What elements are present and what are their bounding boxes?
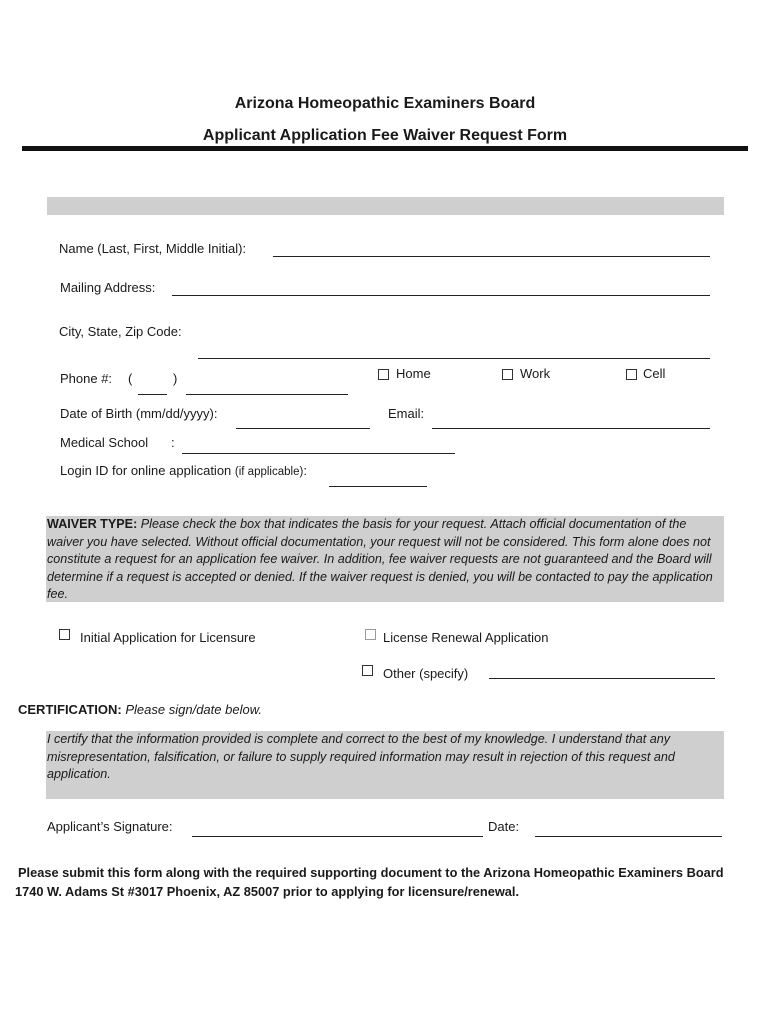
certification-statement: I certify that the information provided is complete and correct to the best of my knowledge. I understand that any misrepresentation, falsification, or failure to supply required information may result in rejection of this request and application. <box>47 732 675 781</box>
login-id-field[interactable] <box>329 486 427 487</box>
work-phone-checkbox[interactable] <box>502 369 513 380</box>
mailing-address-label: Mailing Address: <box>60 280 156 295</box>
certification-heading: CERTIFICATION: <box>18 702 122 717</box>
certification-heading-line <box>18 702 262 717</box>
dob-label: Date of Birth (mm/dd/yyyy): <box>60 406 218 421</box>
cell-phone-checkbox[interactable] <box>626 369 637 380</box>
phone-number-field[interactable] <box>186 394 348 395</box>
login-id-label <box>60 463 307 478</box>
email-label: Email: <box>388 406 425 421</box>
initial-application-label: Initial Application for Licensure <box>80 630 256 645</box>
header-divider <box>22 146 748 151</box>
email-field[interactable] <box>432 428 710 429</box>
date-label: Date: <box>488 819 520 834</box>
medical-school-colon: : <box>171 435 175 450</box>
phone-open-paren: ( <box>128 371 133 386</box>
login-id-colon: : <box>303 463 307 478</box>
waiver-type-instructions <box>47 516 723 604</box>
date-field[interactable] <box>535 836 722 837</box>
login-id-hint: (if applicable) <box>234 466 304 478</box>
board-title: Arizona Homeopathic Examiners Board <box>234 95 536 112</box>
other-label: Other (specify) <box>383 666 469 681</box>
signature-field[interactable] <box>192 836 483 837</box>
mailing-address-field[interactable] <box>172 295 710 296</box>
submission-note: Please submit this form along with the required supporting document to the Arizona Homeopathic Examiners Board 1740 W. Adams St #3017 Phoenix, AZ 85007 prior to applying for licensure/renewal. <box>15 865 724 899</box>
other-specify-field[interactable] <box>489 678 715 679</box>
name-field[interactable] <box>273 256 710 257</box>
login-id-label-text: Login ID for online application <box>60 463 232 478</box>
waiver-type-text: Please check the box that indicates the basis for your request. Attach official documentation of the waiver you have selected. Without official documentation, your request will not be considered. This form alone does not constitute a request for an application fee waiver. In addition, fee waiver requests are not guaranteed and the Board will determine if a request is accepted or denied. If the waiver request is denied, you will be contacted to pay the application fee. <box>47 517 713 601</box>
other-checkbox[interactable] <box>362 665 373 676</box>
medical-school-field[interactable] <box>182 453 455 454</box>
license-renewal-label: License Renewal Application <box>383 630 549 645</box>
license-renewal-checkbox[interactable] <box>365 629 376 640</box>
name-label: Name (Last, First, Middle Initial): <box>59 241 247 256</box>
signature-label: Applicant’s Signature: <box>47 819 173 834</box>
home-phone-checkbox[interactable] <box>378 369 389 380</box>
phone-area-code-field[interactable] <box>138 394 167 395</box>
applicant-section-bar <box>47 197 724 215</box>
phone-close-paren: ) <box>173 371 178 386</box>
city-state-zip-field[interactable] <box>198 358 710 359</box>
medical-school-label: Medical School <box>60 435 149 450</box>
phone-label: Phone #: <box>60 371 113 386</box>
home-phone-label: Home <box>396 366 431 381</box>
dob-field[interactable] <box>236 428 370 429</box>
form-title: Applicant Application Fee Waiver Request Form <box>202 127 568 144</box>
cell-phone-label: Cell <box>643 366 666 381</box>
waiver-type-heading: WAIVER TYPE: <box>47 517 138 531</box>
certification-subheading: Please sign/date below. <box>125 702 262 717</box>
initial-application-checkbox[interactable] <box>59 629 70 640</box>
work-phone-label: Work <box>520 366 551 381</box>
city-state-zip-label: City, State, Zip Code: <box>59 324 182 339</box>
